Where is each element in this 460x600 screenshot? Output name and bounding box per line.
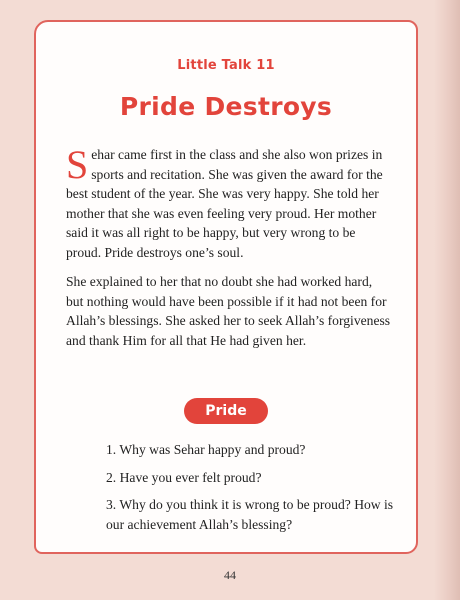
story-paragraph-2: She explained to her that no doubt she had worked hard, but nothing would have been possible if it had not been for Allah’s blessings. She asked her to seek Allah’s forgiveness and thank Him for all that He had given her.: [66, 274, 391, 348]
story-paragraph-1: [66, 142, 392, 262]
drop-cap: S: [66, 142, 89, 187]
story-frame: [34, 20, 418, 554]
story-paragraph-1-text: ehar came first in the class and she also won prizes in sports and recitation. She was given the award for the best student of the year. She was very happy. She told her mother that she was even feeling very proud. Her mother said it was all right to be happy, but very wrong to be proud. Pride destroys one’s soul.: [66, 147, 383, 260]
page-spine-shadow: [434, 0, 460, 600]
questions-list: [106, 440, 406, 542]
question-item: 3. Why do you think it is wrong to be proud? How is our achievement Allah’s blessing?: [106, 497, 394, 532]
section-badge-pride: Pride: [184, 398, 268, 424]
question-item: 2. Have you ever felt proud?: [106, 469, 262, 485]
story-text: [66, 142, 392, 360]
page-title: Pride Destroys: [119, 92, 333, 121]
question-item: 1. Why was Sehar happy and proud?: [106, 442, 306, 457]
series-label: Little Talk 11: [177, 58, 275, 73]
page-number: 44: [224, 568, 236, 582]
